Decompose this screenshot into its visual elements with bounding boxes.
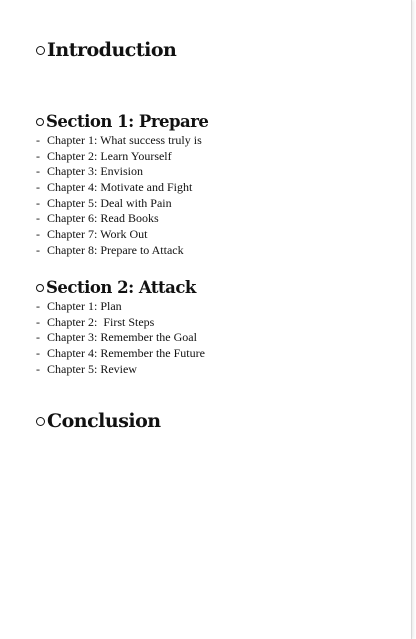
dash-marker: - (36, 211, 40, 226)
dash-marker: - (36, 195, 40, 210)
circle-bullet-icon (36, 417, 45, 426)
list-item (36, 315, 205, 331)
list-item (36, 346, 205, 362)
dash-marker: - (36, 180, 40, 195)
dash-marker: - (36, 346, 40, 361)
dash-marker: - (36, 148, 40, 163)
chapter-label: Chapter 8: Prepare to Attack (47, 242, 184, 257)
section2-heading (36, 278, 196, 297)
chapter-label: Chapter 2: First Steps (47, 314, 155, 329)
section1-title: Section 1: Prepare (46, 112, 209, 131)
list-item (36, 149, 202, 165)
chapter-label: Chapter 6: Read Books (47, 211, 159, 226)
section2-title: Section 2: Attack (46, 278, 196, 297)
circle-bullet-icon (36, 118, 44, 126)
introduction-title: Introduction (47, 39, 177, 61)
list-item (36, 180, 202, 196)
list-item (36, 196, 202, 212)
chapter-label: Chapter 7: Work Out (47, 227, 148, 242)
chapter-label: Chapter 1: What success truly is (47, 133, 202, 147)
chapter-label: Chapter 4: Remember the Future (47, 346, 205, 361)
dash-marker: - (36, 330, 40, 345)
conclusion-heading (36, 410, 161, 432)
dash-marker: - (36, 133, 40, 147)
dash-marker: - (36, 242, 40, 257)
dash-marker: - (36, 227, 40, 242)
list-item (36, 164, 202, 180)
chapter-label: Chapter 4: Motivate and Fight (47, 180, 193, 195)
circle-bullet-icon (36, 284, 44, 292)
chapter-label: Chapter 3: Envision (47, 164, 143, 179)
chapter-label: Chapter 3: Remember the Goal (47, 330, 197, 345)
circle-bullet-icon (36, 46, 45, 55)
chapter-label: Chapter 2: Learn Yourself (47, 148, 172, 163)
list-item (36, 211, 202, 227)
list-item (36, 299, 205, 315)
dash-marker: - (36, 164, 40, 179)
section1-chapter-list (36, 133, 202, 259)
chapter-label: Chapter 5: Review (47, 361, 137, 376)
dash-marker: - (36, 299, 40, 313)
dash-marker: - (36, 361, 40, 376)
list-item (36, 330, 205, 346)
chapter-label: Chapter 1: Plan (47, 299, 122, 313)
section2-chapter-list (36, 299, 205, 377)
section1-heading (36, 112, 208, 131)
chapter-label: Chapter 5: Deal with Pain (47, 195, 172, 210)
dash-marker: - (36, 314, 40, 329)
list-item (36, 227, 202, 243)
list-item (36, 362, 205, 378)
list-item (36, 243, 202, 259)
introduction-heading (36, 39, 176, 61)
list-item (36, 133, 202, 149)
conclusion-title: Conclusion (47, 410, 161, 432)
